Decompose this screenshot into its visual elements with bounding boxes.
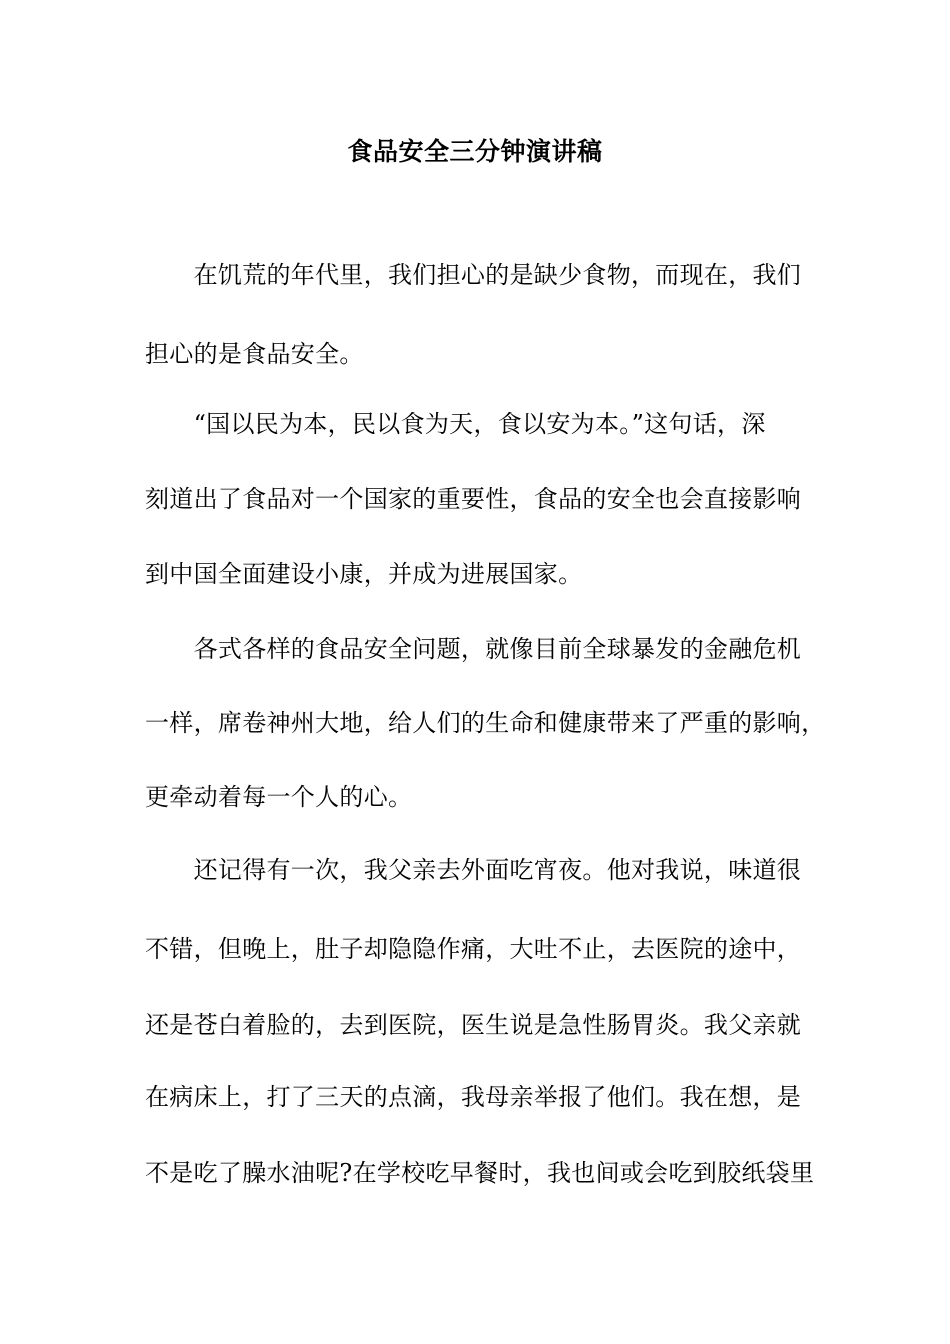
text-line: 在病床上，打了三天的点滴，我母亲举报了他们。我在想，是	[145, 1083, 802, 1111]
text-line: 各式各样的食品安全问题，就像目前全球暴发的金融危机	[145, 635, 802, 663]
text-line: 不是吃了臊水油呢?在学校吃早餐时，我也间或会吃到胶纸袋里	[145, 1159, 815, 1187]
text-line: 在饥荒的年代里，我们担心的是缺少食物，而现在，我们	[145, 261, 802, 289]
text-line: “国以民为本，民以食为天，食以安为本。”这句话，深	[145, 410, 766, 438]
text-line: 到中国全面建设小康，并成为进展国家。	[145, 560, 583, 588]
text-line: 更牵动着每一个人的心。	[145, 783, 413, 811]
text-line: 还是苍白着脸的，去到医院，医生说是急性肠胃炎。我父亲就	[145, 1011, 802, 1039]
text-line: 还记得有一次，我父亲去外面吃宵夜。他对我说，味道很	[145, 856, 802, 884]
text-line: 不错，但晚上，肚子却隐隐作痛，大吐不止，去医院的途中，	[145, 935, 802, 963]
text-line: 刻道出了食品对一个国家的重要性，食品的安全也会直接影响	[145, 485, 802, 513]
text-line: 担心的是食品安全。	[145, 340, 364, 368]
document-title: 食品安全三分钟演讲稿	[347, 137, 603, 166]
text-line: 一样，席卷神州大地，给人们的生命和健康带来了严重的影响，	[145, 709, 826, 737]
